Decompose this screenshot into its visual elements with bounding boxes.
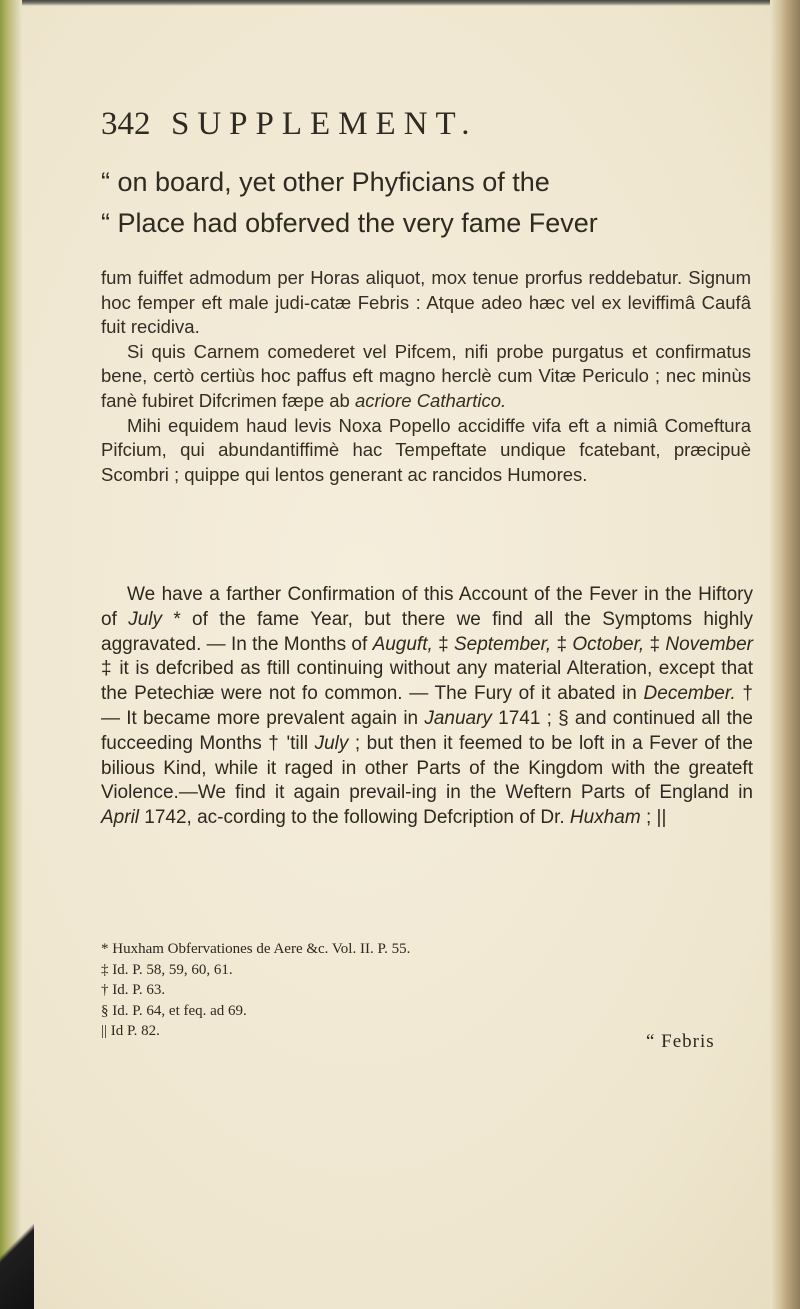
left-binding-edge [0, 0, 22, 1309]
body-text: ; || [640, 807, 667, 829]
catchword: “ Febris [646, 1031, 715, 1052]
italic-month: November [665, 633, 753, 655]
italic-name: Huxham [569, 807, 641, 829]
right-page-edge [770, 0, 800, 1309]
italic-month: January [424, 707, 492, 729]
footnote: || Id P. 82. [101, 1023, 160, 1039]
body-text: ‡ [644, 633, 666, 655]
latin-paragraph-2 [101, 340, 751, 414]
italic-month: July [128, 608, 162, 630]
page-number: 342 [101, 106, 151, 142]
italic-month: Auguft, [372, 633, 433, 655]
lead-line-1: “ on board, yet other Phyficians of the [101, 167, 550, 197]
running-header [101, 104, 478, 144]
italic-month: October, [572, 633, 645, 655]
body-text: 1741 ; § and continued all the fucceeding Months † 'till [101, 707, 753, 754]
footnotes [101, 939, 741, 1042]
latin-paragraph-3: Mihi equidem haud levis Noxa Popello accidiffe vifa eft a nimiâ Comeftura Pifcium, qui abundantiffimè hac Tempeftate undique fcatebant, præcipuè Scombri ; quippe qui lentos generant ac rancidos Humores. [101, 414, 751, 485]
body-text: 1742, ac-cording to the following Defcription of Dr. [139, 807, 570, 829]
latin-paragraph-1: fum fuiffet admodum per Horas aliquot, mox tenue prorfus reddebatur. Signum hoc femper eft male judi-catæ Febris : Atque adeo hæc vel ex leviffimâ Caufâ fuit recidiva. [101, 267, 751, 338]
italic-month: December. [643, 683, 736, 705]
running-title: SUPPLEMENT. [171, 106, 478, 142]
italic-month: September, [453, 633, 552, 655]
body-text: We have a farther Confirmation of this Account of the Fever in the Hiftory of [101, 584, 753, 630]
lead-line-2: “ Place had obferved the very fame Fever [101, 208, 598, 238]
italic-month: July [314, 732, 349, 754]
latin-quotation [101, 266, 751, 487]
body-text: ; but then it feemed to be loft in a Fever of the bilious Kind, while it raged in other Parts of the Kingdom with the greateft Violence.—We find it again prevail-ing in the Weftern Parts of England in [101, 732, 753, 804]
body-text: ‡ [551, 633, 573, 655]
latin-paragraph-2-text: Si quis Carnem comederet vel Pifcem, nifi probe purgatus et confirmatus bene, certò certiùs hoc paffus eft magno herclè cum Vitæ Periculo ; nec minùs fanè fubiret Difcrimen fæpe ab [101, 340, 751, 411]
english-body [101, 583, 753, 831]
left-corner-shadow [0, 1210, 34, 1309]
latin-paragraph-2-italic: acriore Cathartico. [355, 389, 507, 411]
footnote: * Huxham Obfervationes de Aere &c. Vol. II. P. 55. [101, 941, 411, 957]
footnote: † Id. P. 63. [101, 982, 166, 998]
body-text: ‡ it is defcribed as ftill continuing without any material Alteration, except that the Petechiæ were not fo common. — The Fury of it abated in [101, 658, 753, 705]
quoted-lead-lines [101, 162, 741, 244]
body-text: * of the fame Year, but there we find all the Symptoms highly aggravated. — In the Months of [101, 608, 753, 655]
italic-month: April [101, 807, 140, 829]
english-paragraph [101, 583, 753, 831]
footnote: ‡ Id. P. 58, 59, 60, 61. [101, 961, 233, 978]
body-text: ‡ [432, 633, 454, 655]
top-page-edge [0, 0, 800, 6]
footnote: § Id. P. 64, et feq. ad 69. [101, 1002, 247, 1019]
body-text: † — It became more prevalent again in [101, 683, 753, 729]
